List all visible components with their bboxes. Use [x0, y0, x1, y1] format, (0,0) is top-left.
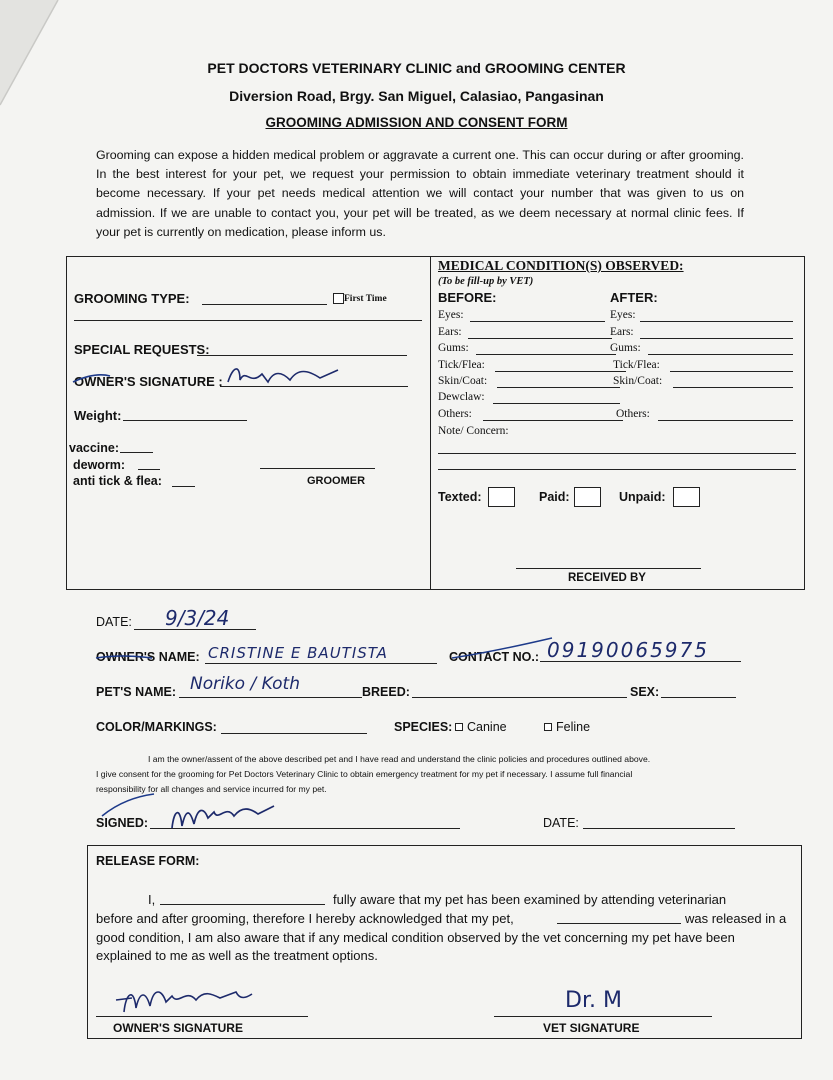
unpaid-checkbox[interactable] — [673, 487, 700, 507]
before-item-field[interactable] — [476, 354, 616, 355]
species-label: SPECIES: — [394, 720, 453, 734]
panel-divider — [430, 257, 431, 589]
before-item-field[interactable] — [495, 371, 626, 372]
sex-field[interactable] — [661, 697, 736, 698]
clinic-name: PET DOCTORS VETERINARY CLINIC and GROOMING CENTER — [207, 60, 626, 76]
deworm-field[interactable] — [138, 469, 160, 470]
note-concern-label: Note/ Concern: — [438, 425, 509, 437]
after-item-field[interactable] — [658, 420, 793, 421]
date-label: DATE: — [96, 615, 132, 629]
breed-label: BREED: — [362, 685, 410, 699]
special-requests-field[interactable] — [197, 355, 407, 356]
after-item-label: Others: — [616, 408, 650, 420]
after-item-field[interactable] — [640, 321, 793, 322]
contact-label: CONTACT NO.: — [449, 650, 540, 664]
before-label: BEFORE: — [438, 290, 497, 305]
received-by-line[interactable] — [516, 568, 701, 569]
release-line-1: fully aware that my pet has been examined by attending veterinarian — [333, 892, 727, 907]
special-requests-label: SPECIAL REQUESTS: — [74, 342, 210, 357]
before-item-label: Eyes: — [438, 309, 464, 321]
grooming-type-field[interactable] — [202, 304, 327, 305]
breed-field[interactable] — [412, 697, 627, 698]
after-item-label: Tick/Flea: — [613, 359, 660, 371]
owner-signature-label: OWNER'S SIGNATURE : — [74, 374, 223, 389]
release-owner-signature-label: OWNER'S SIGNATURE — [113, 1021, 243, 1035]
groomer-label: GROOMER — [307, 475, 366, 487]
vaccine-label: vaccine: — [69, 441, 120, 455]
before-item-label: Ears: — [438, 326, 462, 338]
color-markings-field[interactable] — [221, 733, 367, 734]
vet-signature-value: Dr. M — [565, 988, 622, 1013]
after-item-label: Gums: — [610, 342, 641, 354]
after-item-label: Eyes: — [610, 309, 636, 321]
medical-condition-title: MEDICAL CONDITION(S) OBSERVED: — [438, 258, 684, 273]
vet-signature-line[interactable] — [494, 1016, 712, 1017]
before-item-label: Skin/Coat: — [438, 375, 488, 387]
note-line-2[interactable] — [438, 469, 796, 470]
sex-label: SEX: — [630, 685, 660, 699]
after-item-label: Ears: — [610, 326, 634, 338]
owner-name-label: OWNER'S NAME: — [96, 650, 200, 664]
release-form-title: RELEASE FORM: — [96, 854, 200, 868]
pet-name-field[interactable] — [179, 697, 362, 698]
release-name-field[interactable] — [160, 904, 325, 905]
after-label: AFTER: — [610, 290, 658, 305]
consent-line-3: responsibility for all changes and service incurred for my pet. — [96, 784, 327, 794]
clinic-address: Diversion Road, Brgy. San Miguel, Calasiao, Pangasinan — [229, 88, 604, 104]
first-time-checkbox[interactable] — [333, 293, 344, 304]
release-line-2b: was released in a — [685, 911, 787, 926]
consent-date-label: DATE: — [543, 816, 579, 830]
texted-checkbox[interactable] — [488, 487, 515, 507]
weight-field[interactable] — [123, 420, 247, 421]
owner-name-tick — [92, 632, 562, 662]
after-item-field[interactable] — [640, 338, 793, 339]
weight-label: Weight: — [74, 408, 122, 423]
release-line-3: good condition, I am also aware that if any medical condition observed by the vet concerning my pet have been — [96, 930, 735, 945]
canine-label: Canine — [467, 720, 507, 734]
vet-signature-label: VET SIGNATURE — [543, 1021, 640, 1035]
date-value: 9/3/24 — [165, 606, 230, 630]
vet-note: (To be fill-up by VET) — [438, 276, 534, 287]
release-line-4: explained to me as well as the treatment options. — [96, 948, 378, 963]
before-item-label: Dewclaw: — [438, 391, 485, 403]
before-item-label: Gums: — [438, 342, 469, 354]
feline-checkbox[interactable] — [544, 723, 552, 731]
signed-label: SIGNED: — [96, 816, 149, 830]
received-by-label: RECEIVED BY — [568, 572, 646, 584]
form-title: GROOMING ADMISSION AND CONSENT FORM — [265, 115, 568, 130]
vaccine-field[interactable] — [120, 452, 153, 453]
anti-tick-label: anti tick & flea: — [73, 474, 162, 488]
pet-name-value: Noriko / Koth — [190, 674, 300, 694]
after-item-label: Skin/Coat: — [613, 375, 663, 387]
deworm-label: deworm: — [73, 458, 126, 472]
owner-name-value: CRISTINE E BAUTISTA — [208, 644, 388, 662]
before-item-label: Tick/Flea: — [438, 359, 485, 371]
contact-value: 09190065975 — [547, 638, 709, 662]
before-item-field[interactable] — [470, 321, 605, 322]
pet-name-label: PET'S NAME: — [96, 685, 177, 699]
texted-label: Texted: — [438, 490, 482, 504]
note-line-1[interactable] — [438, 453, 796, 454]
intro-paragraph: Grooming can expose a hidden medical problem or aggravate a current one. This can occur during or after grooming. In the best interest for your pet, we request your permission to obtain immediate veterinary treatment should it become necessary. If your pet needs medical attention we will contact your number that was given to us on admission. If we are unable to contact you, your pet will be treated, as we deem necessary at normal clinic fees. If your pet is currently on medication, please inform us. — [96, 148, 744, 239]
grooming-type-extra-line[interactable] — [74, 320, 422, 321]
anti-tick-field[interactable] — [172, 486, 195, 487]
after-item-field[interactable] — [673, 387, 793, 388]
release-pet-field[interactable] — [557, 923, 681, 924]
canine-checkbox[interactable] — [455, 723, 463, 731]
groomer-signature-line[interactable] — [260, 468, 375, 469]
before-item-label: Others: — [438, 408, 472, 420]
unpaid-label: Unpaid: — [619, 490, 666, 504]
release-owner-signature-scribble — [112, 978, 262, 1018]
consent-date-field[interactable] — [583, 828, 735, 829]
first-time-label: First Time — [344, 294, 387, 304]
before-item-field[interactable] — [483, 420, 623, 421]
consent-line-1: I am the owner/assent of the above described pet and I have read and understand the clinic policies and procedures outlined above. — [148, 754, 651, 764]
paid-checkbox[interactable] — [574, 487, 601, 507]
admission-panel — [66, 256, 805, 590]
grooming-type-label: GROOMING TYPE: — [74, 291, 190, 306]
owner-signature-scribble — [70, 360, 350, 396]
release-owner-signature-line[interactable] — [96, 1016, 308, 1017]
release-line-2a: before and after grooming, therefore I hereby acknowledged that my pet, — [96, 911, 514, 926]
after-item-field[interactable] — [670, 371, 793, 372]
before-item-field[interactable] — [468, 338, 612, 339]
feline-label: Feline — [556, 720, 591, 734]
after-item-field[interactable] — [648, 354, 793, 355]
release-i-label: I, — [148, 892, 156, 907]
color-markings-label: COLOR/MARKINGS: — [96, 720, 217, 734]
before-item-field[interactable] — [497, 387, 620, 388]
consent-line-2: I give consent for the grooming for Pet Doctors Veterinary Clinic to obtain emergency treatment for my pet if necessary. I assume full financial — [96, 769, 633, 779]
paid-label: Paid: — [539, 490, 570, 504]
before-item-field[interactable] — [493, 403, 620, 404]
owner-name-field[interactable] — [205, 663, 437, 664]
consent-signature-scribble — [94, 788, 294, 834]
